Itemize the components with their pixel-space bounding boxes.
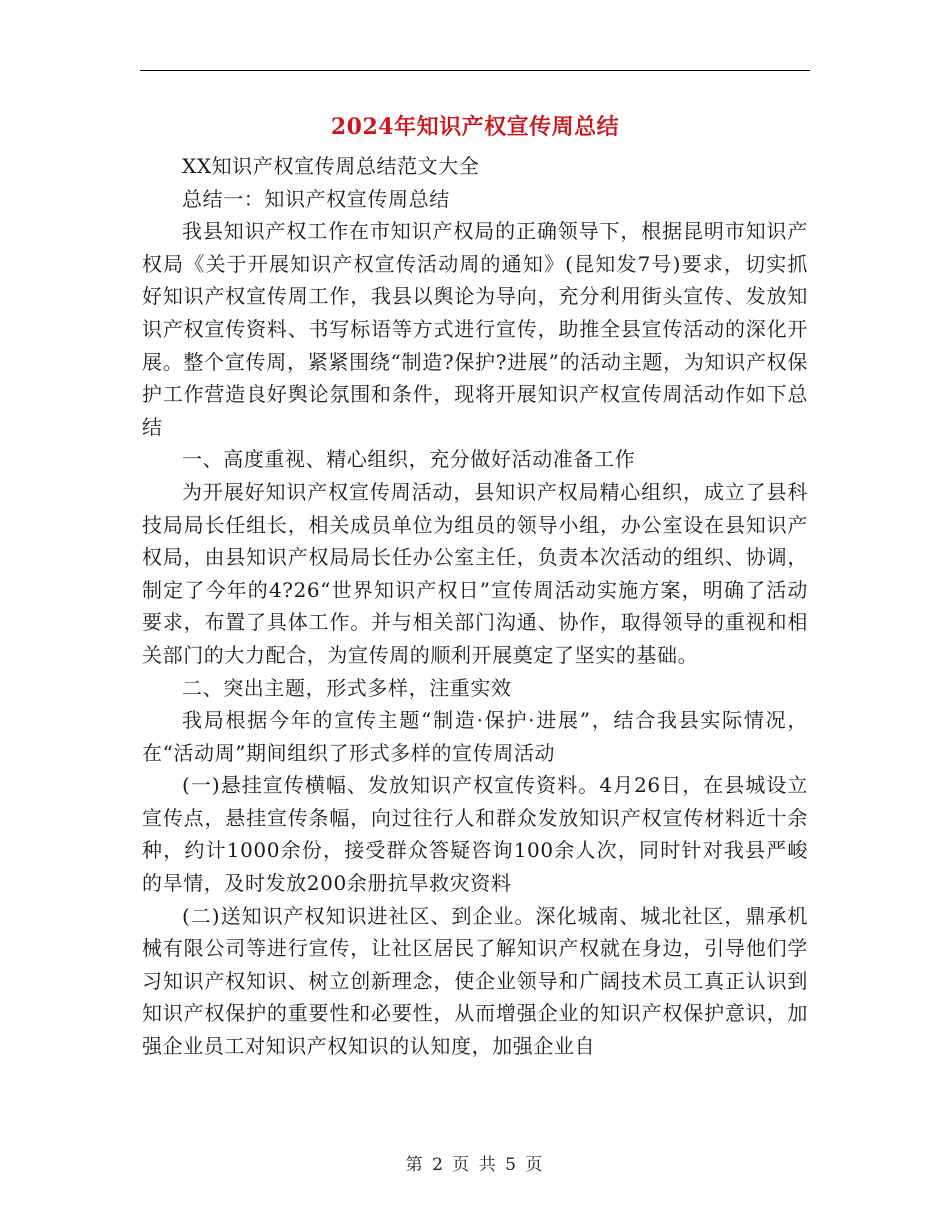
intro-paragraph: 我县知识产权工作在市知识产权局的正确领导下，根据昆明市知识产权局《关于开展知识产权宣传活动周的通知》(昆知发7号)要求，切实抓好知识产权宣传周工作，我县以舆论为导向，充分利用街头宣传、发放知识产权宣传资料、书写标语等方式进行宣传，助推全县宣传活动的深化开展。整个宣传周，紧紧围绕“制造?保护?进展”的活动主题，为知识产权保护工作营造良好舆论氛围和条件，现将开展知识产权宣传周活动作如下总结: [142, 219, 808, 439]
section-heading-one: 一、高度重视、精心组织，充分做好活动准备工作: [182, 447, 636, 472]
body-paragraph: (一)悬挂宣传横幅、发放知识产权宣传资料。4月26日，在县城设立宣传点，悬挂宣传条幅，向过往行人和群众发放知识产权宣传材料近十余种，约计1000余份，接受群众答疑咨询100余人次，同时针对我县严峻的旱情，及时发放200余册抗旱救灾资料: [142, 773, 808, 896]
body-paragraph: (二)送知识产权知识进社区、到企业。深化城南、城北社区，鼎承机械有限公司等进行宣传，让社区居民了解知识产权就在身边，引导他们学习知识产权知识、树立创新理念，使企业领导和广阔技术员工真正认识到知识产权保护的重要性和必要性，从而增强企业的知识产权保护意识，加强企业员工对知识产权知识的认知度，加强企业自: [142, 903, 808, 1059]
section-heading-summary-one: 总结一：知识产权宣传周总结: [182, 186, 450, 211]
document-title: 2024年知识产权宣传周总结: [330, 114, 620, 140]
body-paragraph: 为开展好知识产权宣传周活动，县知识产权局精心组织，成立了县科技局局长任组长，相关成员单位为组员的领导小组，办公室设在县知识产权局，由县知识产权局局长任办公室主任，负责本次活动的组织、协调，制定了今年的4?26“世界知识产权日”宣传周活动实施方案，明确了活动要求，布置了具体工作。并与相关部门沟通、协作，取得领导的重视和相关部门的大力配合，为宣传周的顺利开展奠定了坚实的基础。: [142, 479, 808, 667]
section-heading-two: 二、突出主题，形式多样，注重实效: [182, 675, 512, 700]
document-body: [142, 150, 808, 1063]
header-rule: [140, 70, 810, 71]
subtitle-paragraph: XX知识产权宣传周总结范文大全: [182, 154, 480, 178]
body-paragraph: 我局根据今年的宣传主题“制造·保护·进展”，结合我县实际情况，在“活动周”期间组织了形式多样的宣传周活动: [142, 708, 808, 765]
page-number: 第 2 页 共 5 页: [405, 1155, 545, 1175]
